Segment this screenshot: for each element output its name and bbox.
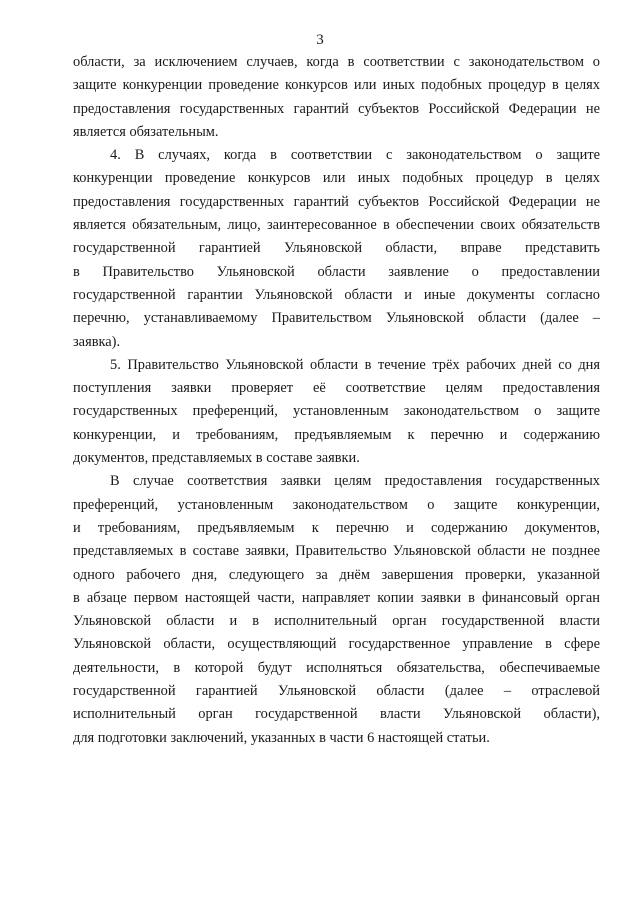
text-line: 5. Правительство Ульяновской области в течение трёх рабочих дней со дня <box>110 356 600 373</box>
text-line: поступления заявки проверяет её соответствие целям предоставления <box>73 380 600 397</box>
text-line: в абзаце первом настоящей части, направляет копии заявки в финансовый орган <box>73 589 600 606</box>
text-line: конкуренции, и требованиям, предъявляемым к перечню и содержанию <box>73 426 600 443</box>
text-line: защите конкуренции проведение конкурсов или иных подобных процедур в целях <box>73 77 600 94</box>
paragraph <box>73 144 600 354</box>
document-body <box>73 51 600 750</box>
text-line: государственных преференций, установленным законодательством о защите <box>73 403 600 420</box>
text-line: одного рабочего дня, следующего за днём завершения проверки, указанной <box>73 566 600 583</box>
text-line: области, за исключением случаев, когда в соответствии с законодательством о <box>73 54 600 70</box>
text-line: для подготовки заключений, указанных в части 6 настоящей статьи. <box>73 729 490 746</box>
text-line: В случае соответствия заявки целям предоставления государственных <box>110 473 600 490</box>
paragraph <box>73 470 600 750</box>
text-line: деятельности, в которой будут исполняться обязательства, обеспечиваемые <box>73 659 600 676</box>
text-line: государственной гарантией Ульяновской области, вправе представить <box>73 240 600 257</box>
text-line: и требованиям, предъявляемым к перечню и содержанию документов, <box>73 519 600 536</box>
text-line: предоставления государственных гарантий субъектов Российской Федерации не <box>73 100 600 117</box>
text-line: в Правительство Ульяновской области заявление о предоставлении <box>73 263 600 280</box>
text-line: является обязательным. <box>73 123 219 140</box>
text-line: исполнительный орган государственной власти Ульяновской области), <box>73 706 600 723</box>
text-line: является обязательным, лицо, заинтересованное в обеспечении своих обязательств <box>73 217 600 234</box>
text-line: перечню, устанавливаемому Правительством Ульяновской области (далее – <box>73 310 600 327</box>
text-line: 4. В случаях, когда в соответствии с законодательством о защите <box>110 147 600 164</box>
paragraph <box>73 354 600 470</box>
text-line: документов, представляемых в составе заявки. <box>73 450 360 467</box>
text-line: государственной гарантии Ульяновской области и иные документы согласно <box>73 286 600 303</box>
paragraph <box>73 51 600 144</box>
text-line: заявка). <box>73 333 121 350</box>
page-number: 3 <box>316 32 324 48</box>
text-line: государственной гарантией Ульяновской области (далее – отраслевой <box>73 683 600 700</box>
text-line: Ульяновской области, осуществляющий государственное управление в сфере <box>73 636 600 653</box>
text-line: представляемых в составе заявки, Правительство Ульяновской области не позднее <box>73 543 600 560</box>
text-line: Ульяновской области и в исполнительный орган государственной власти <box>73 613 600 630</box>
text-line: преференций, установленным законодательством о защите конкуренции, <box>73 496 600 513</box>
text-line: конкуренции проведение конкурсов или иных подобных процедур в целях <box>73 170 600 187</box>
text-line: предоставления государственных гарантий субъектов Российской Федерации не <box>73 193 600 210</box>
